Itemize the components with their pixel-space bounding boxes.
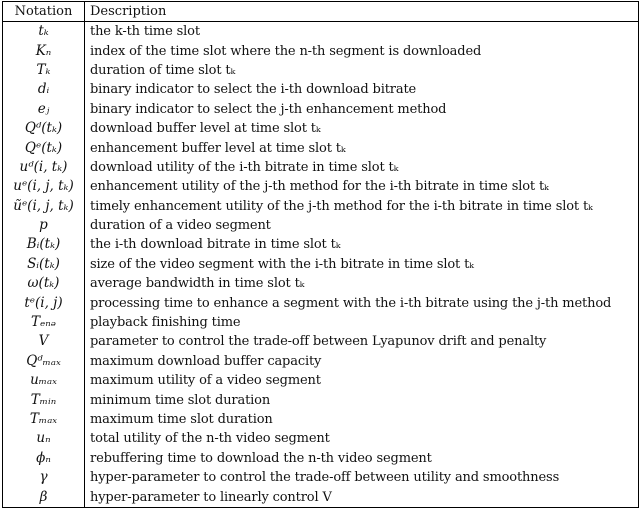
table-row	[3, 80, 639, 99]
notation-symbol: tₖ	[3, 22, 85, 42]
notation-symbol: β	[3, 487, 85, 507]
notation-symbol: ω(tₖ)	[3, 274, 85, 293]
table-row	[3, 138, 639, 157]
table-row	[3, 197, 639, 216]
notation-symbol: Qᵈ(tₖ)	[3, 119, 85, 138]
notation-description: download utility of the i-th bitrate in time slot tₖ	[85, 158, 639, 177]
notation-description: timely enhancement utility of the j-th method for the i-th bitrate in time slot tₖ	[85, 197, 639, 216]
notation-description: maximum time slot duration	[85, 410, 639, 429]
table-row	[3, 468, 639, 487]
table-row	[3, 61, 639, 80]
notation-symbol: uₙ	[3, 429, 85, 448]
notation-description: binary indicator to select the i-th download bitrate	[85, 80, 639, 99]
table-body	[3, 22, 639, 508]
notation-description: average bandwidth in time slot tₖ	[85, 274, 639, 293]
notation-symbol: ũᵉ(i, j, tₖ)	[3, 197, 85, 216]
notation-description: total utility of the n-th video segment	[85, 429, 639, 448]
notation-symbol: dᵢ	[3, 80, 85, 99]
table-row	[3, 449, 639, 468]
description-column-header: Description	[85, 2, 639, 22]
notation-symbol: uᵈ(i, tₖ)	[3, 158, 85, 177]
notation-description: parameter to control the trade-off between Lyapunov drift and penalty	[85, 332, 639, 351]
notation-symbol: Tₖ	[3, 61, 85, 80]
table-row	[3, 487, 639, 507]
notation-symbol: eⱼ	[3, 100, 85, 119]
notation-symbol: Bᵢ(tₖ)	[3, 235, 85, 254]
table-row	[3, 371, 639, 390]
notation-symbol: Qᵈₘₐₓ	[3, 352, 85, 371]
table-row	[3, 100, 639, 119]
notation-symbol: Tₑₙₔ	[3, 313, 85, 332]
notation-description: duration of a video segment	[85, 216, 639, 235]
notation-table	[2, 1, 639, 508]
notation-description: enhancement utility of the j-th method for the i-th bitrate in time slot tₖ	[85, 177, 639, 196]
notation-symbol: p	[3, 216, 85, 235]
notation-symbol: uᵉ(i, j, tₖ)	[3, 177, 85, 196]
notation-symbol: γ	[3, 468, 85, 487]
notation-symbol: Kₙ	[3, 41, 85, 60]
table-row	[3, 352, 639, 371]
notation-description: hyper-parameter to linearly control V	[85, 487, 639, 507]
table-row	[3, 22, 639, 42]
notation-description: the k-th time slot	[85, 22, 639, 42]
notation-description: download buffer level at time slot tₖ	[85, 119, 639, 138]
notation-symbol: Qᵉ(tₖ)	[3, 138, 85, 157]
notation-symbol: V	[3, 332, 85, 351]
notation-description: maximum utility of a video segment	[85, 371, 639, 390]
notation-description: index of the time slot where the n-th segment is downloaded	[85, 41, 639, 60]
table-row	[3, 216, 639, 235]
table-row	[3, 390, 639, 409]
table-row	[3, 158, 639, 177]
notation-symbol: Sᵢ(tₖ)	[3, 255, 85, 274]
notation-symbol: Tₘₐₓ	[3, 410, 85, 429]
table-header-row	[3, 2, 639, 22]
notation-symbol: uₘₐₓ	[3, 371, 85, 390]
table-row	[3, 274, 639, 293]
table-row	[3, 429, 639, 448]
notation-symbol: Tₘᵢₙ	[3, 390, 85, 409]
notation-symbol: tᵉ(i, j)	[3, 293, 85, 312]
table-row	[3, 41, 639, 60]
notation-description: maximum download buffer capacity	[85, 352, 639, 371]
table-row	[3, 255, 639, 274]
table-row	[3, 235, 639, 254]
notation-description: minimum time slot duration	[85, 390, 639, 409]
table-row	[3, 119, 639, 138]
table-row	[3, 410, 639, 429]
notation-description: the i-th download bitrate in time slot tₖ	[85, 235, 639, 254]
notation-description: hyper-parameter to control the trade-off between utility and smoothness	[85, 468, 639, 487]
notation-column-header: Notation	[3, 2, 85, 22]
table-row	[3, 313, 639, 332]
notation-description: binary indicator to select the j-th enhancement method	[85, 100, 639, 119]
notation-description: playback finishing time	[85, 313, 639, 332]
table-row	[3, 293, 639, 312]
table-row	[3, 332, 639, 351]
table-row	[3, 177, 639, 196]
notation-description: duration of time slot tₖ	[85, 61, 639, 80]
notation-symbol: ϕₙ	[3, 449, 85, 468]
notation-description: enhancement buffer level at time slot tₖ	[85, 138, 639, 157]
notation-description: rebuffering time to download the n-th video segment	[85, 449, 639, 468]
notation-description: size of the video segment with the i-th bitrate in time slot tₖ	[85, 255, 639, 274]
notation-description: processing time to enhance a segment with the i-th bitrate using the j-th method	[85, 293, 639, 312]
